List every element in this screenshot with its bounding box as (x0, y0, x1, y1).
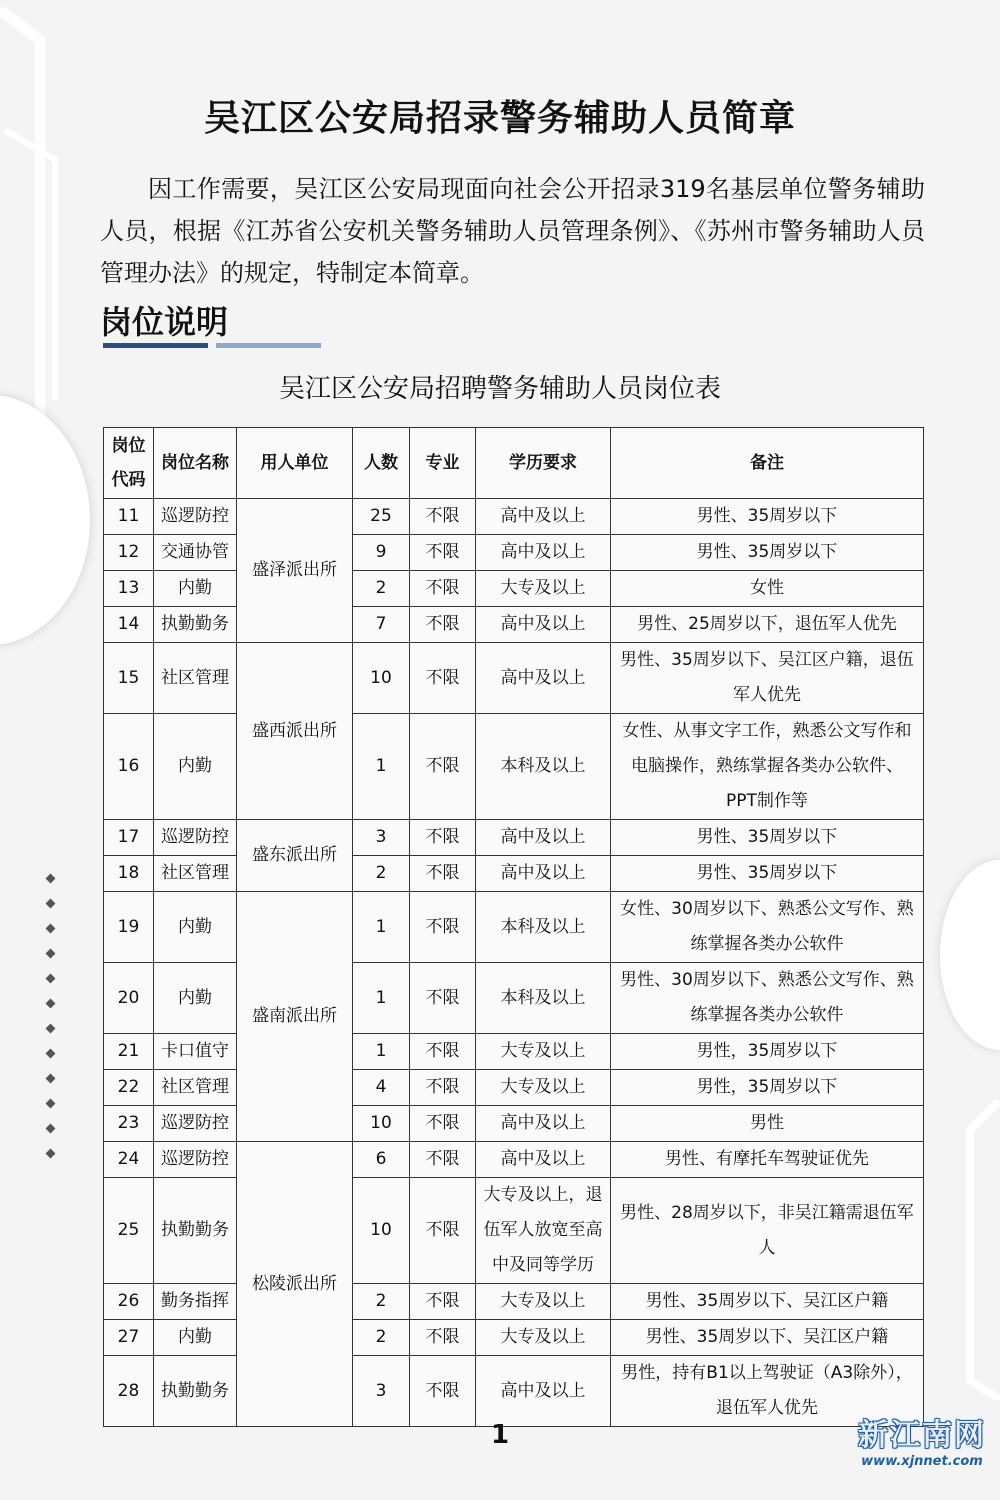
cell-education: 大专及以上，退伍军人放宽至高中及同等学历 (476, 1178, 611, 1284)
cell-code: 16 (104, 714, 154, 820)
left-decor-circle (0, 395, 90, 645)
header-count: 人数 (353, 428, 410, 499)
table-row (104, 1106, 924, 1142)
watermark-url: www.xjnnet.com (861, 1454, 983, 1469)
cell-note: 男性，35周岁以下 (611, 1034, 924, 1070)
cell-code: 27 (104, 1320, 154, 1356)
table-row (104, 1142, 924, 1178)
cell-major: 不限 (410, 856, 476, 892)
table-row (104, 856, 924, 892)
cell-education: 大专及以上 (476, 1034, 611, 1070)
cell-note: 男性，35周岁以下 (611, 1070, 924, 1106)
cell-education: 高中及以上 (476, 1106, 611, 1142)
cell-count: 2 (353, 1284, 410, 1320)
cell-note: 男性、有摩托车驾驶证优先 (611, 1142, 924, 1178)
cell-code: 26 (104, 1284, 154, 1320)
table-row (104, 1284, 924, 1320)
cell-code: 28 (104, 1356, 154, 1427)
cell-major: 不限 (410, 1356, 476, 1427)
cell-major: 不限 (410, 643, 476, 714)
decor-dots (44, 875, 58, 1175)
cell-note: 男性、35周岁以下、吴江区户籍，退伍军人优先 (611, 643, 924, 714)
cell-name: 执勤勤务 (154, 607, 237, 643)
cell-code: 22 (104, 1070, 154, 1106)
cell-education: 高中及以上 (476, 607, 611, 643)
cell-education: 高中及以上 (476, 535, 611, 571)
cell-education: 高中及以上 (476, 499, 611, 535)
cell-count: 6 (353, 1142, 410, 1178)
cell-count: 10 (353, 1106, 410, 1142)
cell-code: 21 (104, 1034, 154, 1070)
cell-count: 25 (353, 499, 410, 535)
cell-code: 24 (104, 1142, 154, 1178)
cell-education: 高中及以上 (476, 1356, 611, 1427)
cell-count: 2 (353, 856, 410, 892)
table-row (104, 535, 924, 571)
cell-major: 不限 (410, 1142, 476, 1178)
cell-name: 内勤 (154, 571, 237, 607)
page-title: 吴江区公安局招录警务辅助人员简章 (203, 98, 796, 139)
cell-unit: 盛东派出所 (237, 820, 353, 892)
cell-name: 社区管理 (154, 1070, 237, 1106)
cell-name: 执勤勤务 (154, 1356, 237, 1427)
cell-education: 高中及以上 (476, 856, 611, 892)
intro-paragraph: 因工作需要，吴江区公安局现面向社会公开招录319名基层单位警务辅助人员，根据《江苏省公安机关警务辅助人员管理条例》、《苏州市警务辅助人员管理办法》的规定，特制定本简章。 (100, 175, 925, 287)
cell-code: 12 (104, 535, 154, 571)
cell-name: 卡口值守 (154, 1034, 237, 1070)
cell-count: 9 (353, 535, 410, 571)
cell-education: 高中及以上 (476, 1142, 611, 1178)
cell-note: 男性、35周岁以下 (611, 535, 924, 571)
cell-note: 男性、35周岁以下 (611, 820, 924, 856)
right-decor-circle (940, 860, 1000, 1050)
table-row (104, 607, 924, 643)
cell-major: 不限 (410, 1320, 476, 1356)
cell-code: 17 (104, 820, 154, 856)
cell-unit: 盛南派出所 (237, 892, 353, 1142)
cell-major: 不限 (410, 1178, 476, 1284)
table-title: 吴江区公安局招聘警务辅助人员岗位表 (278, 374, 721, 404)
cell-unit: 盛泽派出所 (237, 499, 353, 643)
table-row (104, 714, 924, 820)
cell-code: 25 (104, 1178, 154, 1284)
cell-note: 男性、35周岁以下、吴江区户籍 (611, 1284, 924, 1320)
cell-count: 3 (353, 820, 410, 856)
cell-education: 大专及以上 (476, 571, 611, 607)
table-row (104, 643, 924, 714)
cell-note: 男性，持有B1以上驾驶证（A3除外），退伍军人优先 (611, 1356, 924, 1427)
table-row (104, 499, 924, 535)
cell-note: 女性 (611, 571, 924, 607)
cell-name: 内勤 (154, 714, 237, 820)
cell-count: 4 (353, 1070, 410, 1106)
cell-major: 不限 (410, 1070, 476, 1106)
cell-name: 内勤 (154, 892, 237, 963)
cell-note: 男性、35周岁以下 (611, 499, 924, 535)
table-row (104, 571, 924, 607)
cell-education: 本科及以上 (476, 892, 611, 963)
cell-code: 20 (104, 963, 154, 1034)
cell-note: 男性 (611, 1106, 924, 1142)
cell-major: 不限 (410, 820, 476, 856)
table-row (104, 1320, 924, 1356)
table-row (104, 892, 924, 963)
cell-count: 1 (353, 892, 410, 963)
section-underline-dark (103, 343, 208, 348)
table-row (104, 1178, 924, 1284)
watermark-name: 新江南网 (858, 1418, 986, 1453)
cell-count: 10 (353, 1178, 410, 1284)
section-underline-light (216, 343, 321, 348)
cell-name: 社区管理 (154, 643, 237, 714)
cell-code: 18 (104, 856, 154, 892)
cell-count: 1 (353, 1034, 410, 1070)
cell-education: 高中及以上 (476, 820, 611, 856)
cell-code: 23 (104, 1106, 154, 1142)
cell-name: 巡逻防控 (154, 1142, 237, 1178)
cell-major: 不限 (410, 571, 476, 607)
cell-code: 11 (104, 499, 154, 535)
cell-name: 巡逻防控 (154, 1106, 237, 1142)
cell-major: 不限 (410, 535, 476, 571)
cell-count: 1 (353, 963, 410, 1034)
cell-unit: 松陵派出所 (237, 1142, 353, 1427)
cell-count: 1 (353, 714, 410, 820)
cell-major: 不限 (410, 963, 476, 1034)
site-watermark (858, 1410, 986, 1469)
cell-name: 内勤 (154, 1320, 237, 1356)
header-unit: 用人单位 (237, 428, 353, 499)
cell-count: 3 (353, 1356, 410, 1427)
table-row (104, 820, 924, 856)
cell-count: 2 (353, 1320, 410, 1356)
header-major: 专业 (410, 428, 476, 499)
cell-name: 交通协管 (154, 535, 237, 571)
cell-name: 社区管理 (154, 856, 237, 892)
cell-note: 女性、从事文字工作，熟悉公文写作和电脑操作，熟练掌握各类办公软件、PPT制作等 (611, 714, 924, 820)
cell-name: 巡逻防控 (154, 499, 237, 535)
header-education: 学历要求 (476, 428, 611, 499)
cell-education: 大专及以上 (476, 1284, 611, 1320)
cell-name: 巡逻防控 (154, 820, 237, 856)
cell-code: 19 (104, 892, 154, 963)
cell-major: 不限 (410, 892, 476, 963)
cell-education: 大专及以上 (476, 1320, 611, 1356)
positions-table (103, 427, 924, 1427)
cell-note: 男性、28周岁以下，非吴江籍需退伍军人 (611, 1178, 924, 1284)
cell-major: 不限 (410, 607, 476, 643)
cell-major: 不限 (410, 1034, 476, 1070)
cell-count: 10 (353, 643, 410, 714)
cell-education: 大专及以上 (476, 1070, 611, 1106)
table-row (104, 1356, 924, 1427)
table-header-row (104, 428, 924, 499)
cell-count: 7 (353, 607, 410, 643)
cell-unit: 盛西派出所 (237, 643, 353, 820)
cell-major: 不限 (410, 499, 476, 535)
cell-code: 15 (104, 643, 154, 714)
cell-count: 2 (353, 571, 410, 607)
cell-major: 不限 (410, 1106, 476, 1142)
cell-name: 执勤勤务 (154, 1178, 237, 1284)
cell-education: 本科及以上 (476, 714, 611, 820)
right-decor-stripes (960, 1100, 1000, 1400)
table-row (104, 1034, 924, 1070)
header-name: 岗位名称 (154, 428, 237, 499)
table-row (104, 963, 924, 1034)
cell-note: 男性、30周岁以下、熟悉公文写作、熟练掌握各类办公软件 (611, 963, 924, 1034)
cell-code: 13 (104, 571, 154, 607)
cell-note: 男性、35周岁以下 (611, 856, 924, 892)
page-number: 1 (490, 1420, 510, 1450)
cell-note: 女性、30周岁以下、熟悉公文写作、熟练掌握各类办公软件 (611, 892, 924, 963)
section-heading: 岗位说明 (100, 303, 229, 341)
cell-name: 内勤 (154, 963, 237, 1034)
cell-education: 本科及以上 (476, 963, 611, 1034)
header-note: 备注 (611, 428, 924, 499)
cell-note: 男性、35周岁以下、吴江区户籍 (611, 1320, 924, 1356)
cell-major: 不限 (410, 1284, 476, 1320)
cell-name: 勤务指挥 (154, 1284, 237, 1320)
cell-major: 不限 (410, 714, 476, 820)
cell-note: 男性、25周岁以下，退伍军人优先 (611, 607, 924, 643)
table-row (104, 1070, 924, 1106)
header-code: 岗位代码 (104, 428, 154, 499)
cell-education: 高中及以上 (476, 643, 611, 714)
cell-code: 14 (104, 607, 154, 643)
